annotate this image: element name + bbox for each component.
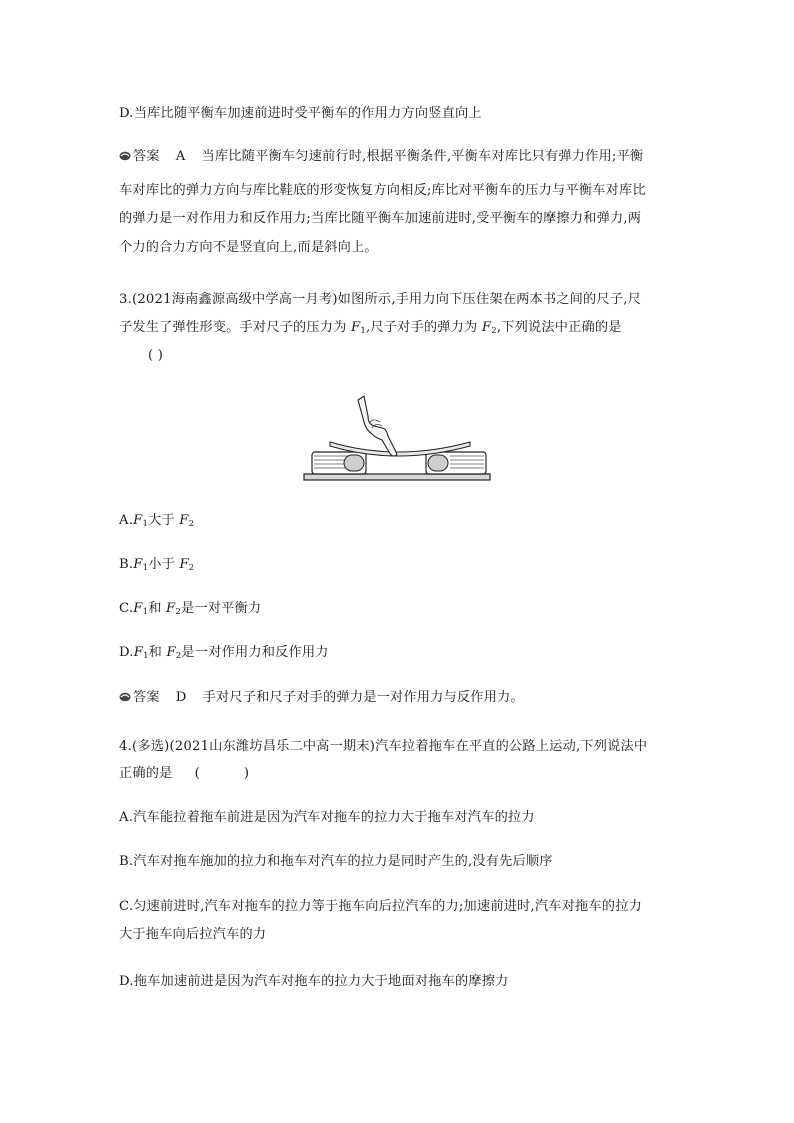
q3-stem-text: ,尺子对手的弹力为 [365,320,482,335]
q4-option-c-line-2: 大于拖车向后拉汽车的力 [119,927,267,942]
option-prefix: A. [119,513,134,528]
option-prefix: B. [119,557,134,572]
subscript: 1 [360,326,366,336]
answer-text: 当库比随平衡车匀速前行时,根据平衡条件,平衡车对库比只有弹力作用;平衡 [201,149,644,164]
q3-answer-paren: ( ) [148,348,164,363]
hand-icon [358,396,397,456]
answer-letter: D [175,690,187,705]
option-prefix: D. [119,645,134,660]
q3-option-d [119,643,329,666]
answer-text: 手对尺子和尺子对手的弹力是一对作用力与反作用力。 [202,690,524,705]
q4-stem-text: 正确的是 [119,766,173,781]
answer-label: 答案 [133,690,160,705]
q2-answer-line-3: 的弹力是一对作用力和反作用力;当库比随平衡车加速前进时,受平衡车的摩擦力和弹力,两 [119,211,642,226]
symbol-F: F [165,601,176,616]
subscript: 2 [491,326,497,336]
answer-letter: A [175,149,186,164]
option-text: 和 [148,645,167,660]
q4-answer-paren: ( ) [194,766,270,781]
q4-option-a: A.汽车能拉着拖车前进是因为汽车对拖车的拉力大于拖车对汽车的拉力 [119,810,535,825]
symbol-F: F [133,601,143,616]
option-text: 和 [148,601,166,616]
option-text: 是一对平衡力 [180,601,262,616]
symbol-F: F [133,557,143,572]
symbol-F: F [179,513,189,528]
answer-label: 答案 [133,149,160,164]
left-book [312,452,366,474]
right-book [426,452,486,474]
q2-answer-line-4: 个力的合力方向不是竖直向上,而是斜向上。 [119,240,378,255]
q3-option-b [119,555,194,578]
subscript: 2 [188,519,195,529]
q4-stem-line-1: 4.(多选)(2021山东潍坊昌乐二中高一期末)汽车拉着拖车在平直的公路上运动,下列说法中 [119,739,648,754]
option-text: 是一对作用力和反作用力 [181,645,329,660]
subscript: 2 [175,607,181,617]
symbol-F: F [133,645,144,660]
option-prefix: C. [119,601,134,616]
q3-stem-line-2 [119,318,622,341]
symbol-F: F [350,320,361,335]
q3-option-a [119,511,194,534]
q2-answer-line-1 [119,147,643,167]
q3-stem-text: 子发生了弹性形变。手对尺子的压力为 [119,320,351,335]
symbol-F: F [133,513,143,528]
q3-stem-line-1: 3.(2021海南鑫源高级中学高一月考)如图所示,手用力向下压住架在两本书之间的尺子,尺 [119,292,641,307]
answer-marker-icon [119,692,131,702]
answer-marker-icon [119,151,131,161]
subscript: 2 [175,651,182,661]
subscript: 1 [142,519,149,529]
q4-option-b: B.汽车对拖车施加的拉力和拖车对汽车的拉力是同时产生的,没有先后顺序 [119,854,553,869]
table-surface [304,474,490,480]
option-text: 小于 [148,557,180,572]
q4-stem-line-2 [119,764,269,784]
symbol-F: F [179,557,189,572]
subscript: 2 [188,563,195,573]
subscript: 1 [143,651,149,661]
subscript: 1 [142,607,149,617]
q3-answer-line [119,688,524,708]
option-text: 大于 [148,513,180,528]
symbol-F: F [481,320,492,335]
q3-option-c [119,599,261,622]
q4-option-c-line-1: C.匀速前进时,汽车对拖车的拉力等于拖车向后拉汽车的力;加速前进时,汽车对拖车的拉力 [119,899,642,914]
subscript: 1 [142,563,149,573]
q3-stem-text: ,下列说法中正确的是 [496,320,622,335]
q2-answer-line-2: 车对库比的弹力方向与库比鞋底的形变恢复方向相反;库比对平衡车的压力与平衡车对库比 [119,183,646,198]
q2-option-d: D.当库比随平衡车加速前进时受平衡车的作用力方向竖直向上 [119,106,482,121]
symbol-F: F [166,645,176,660]
q4-option-d: D.拖车加速前进是因为汽车对拖车的拉力大于地面对拖车的摩擦力 [119,974,509,989]
ruler-books-figure [302,392,492,484]
